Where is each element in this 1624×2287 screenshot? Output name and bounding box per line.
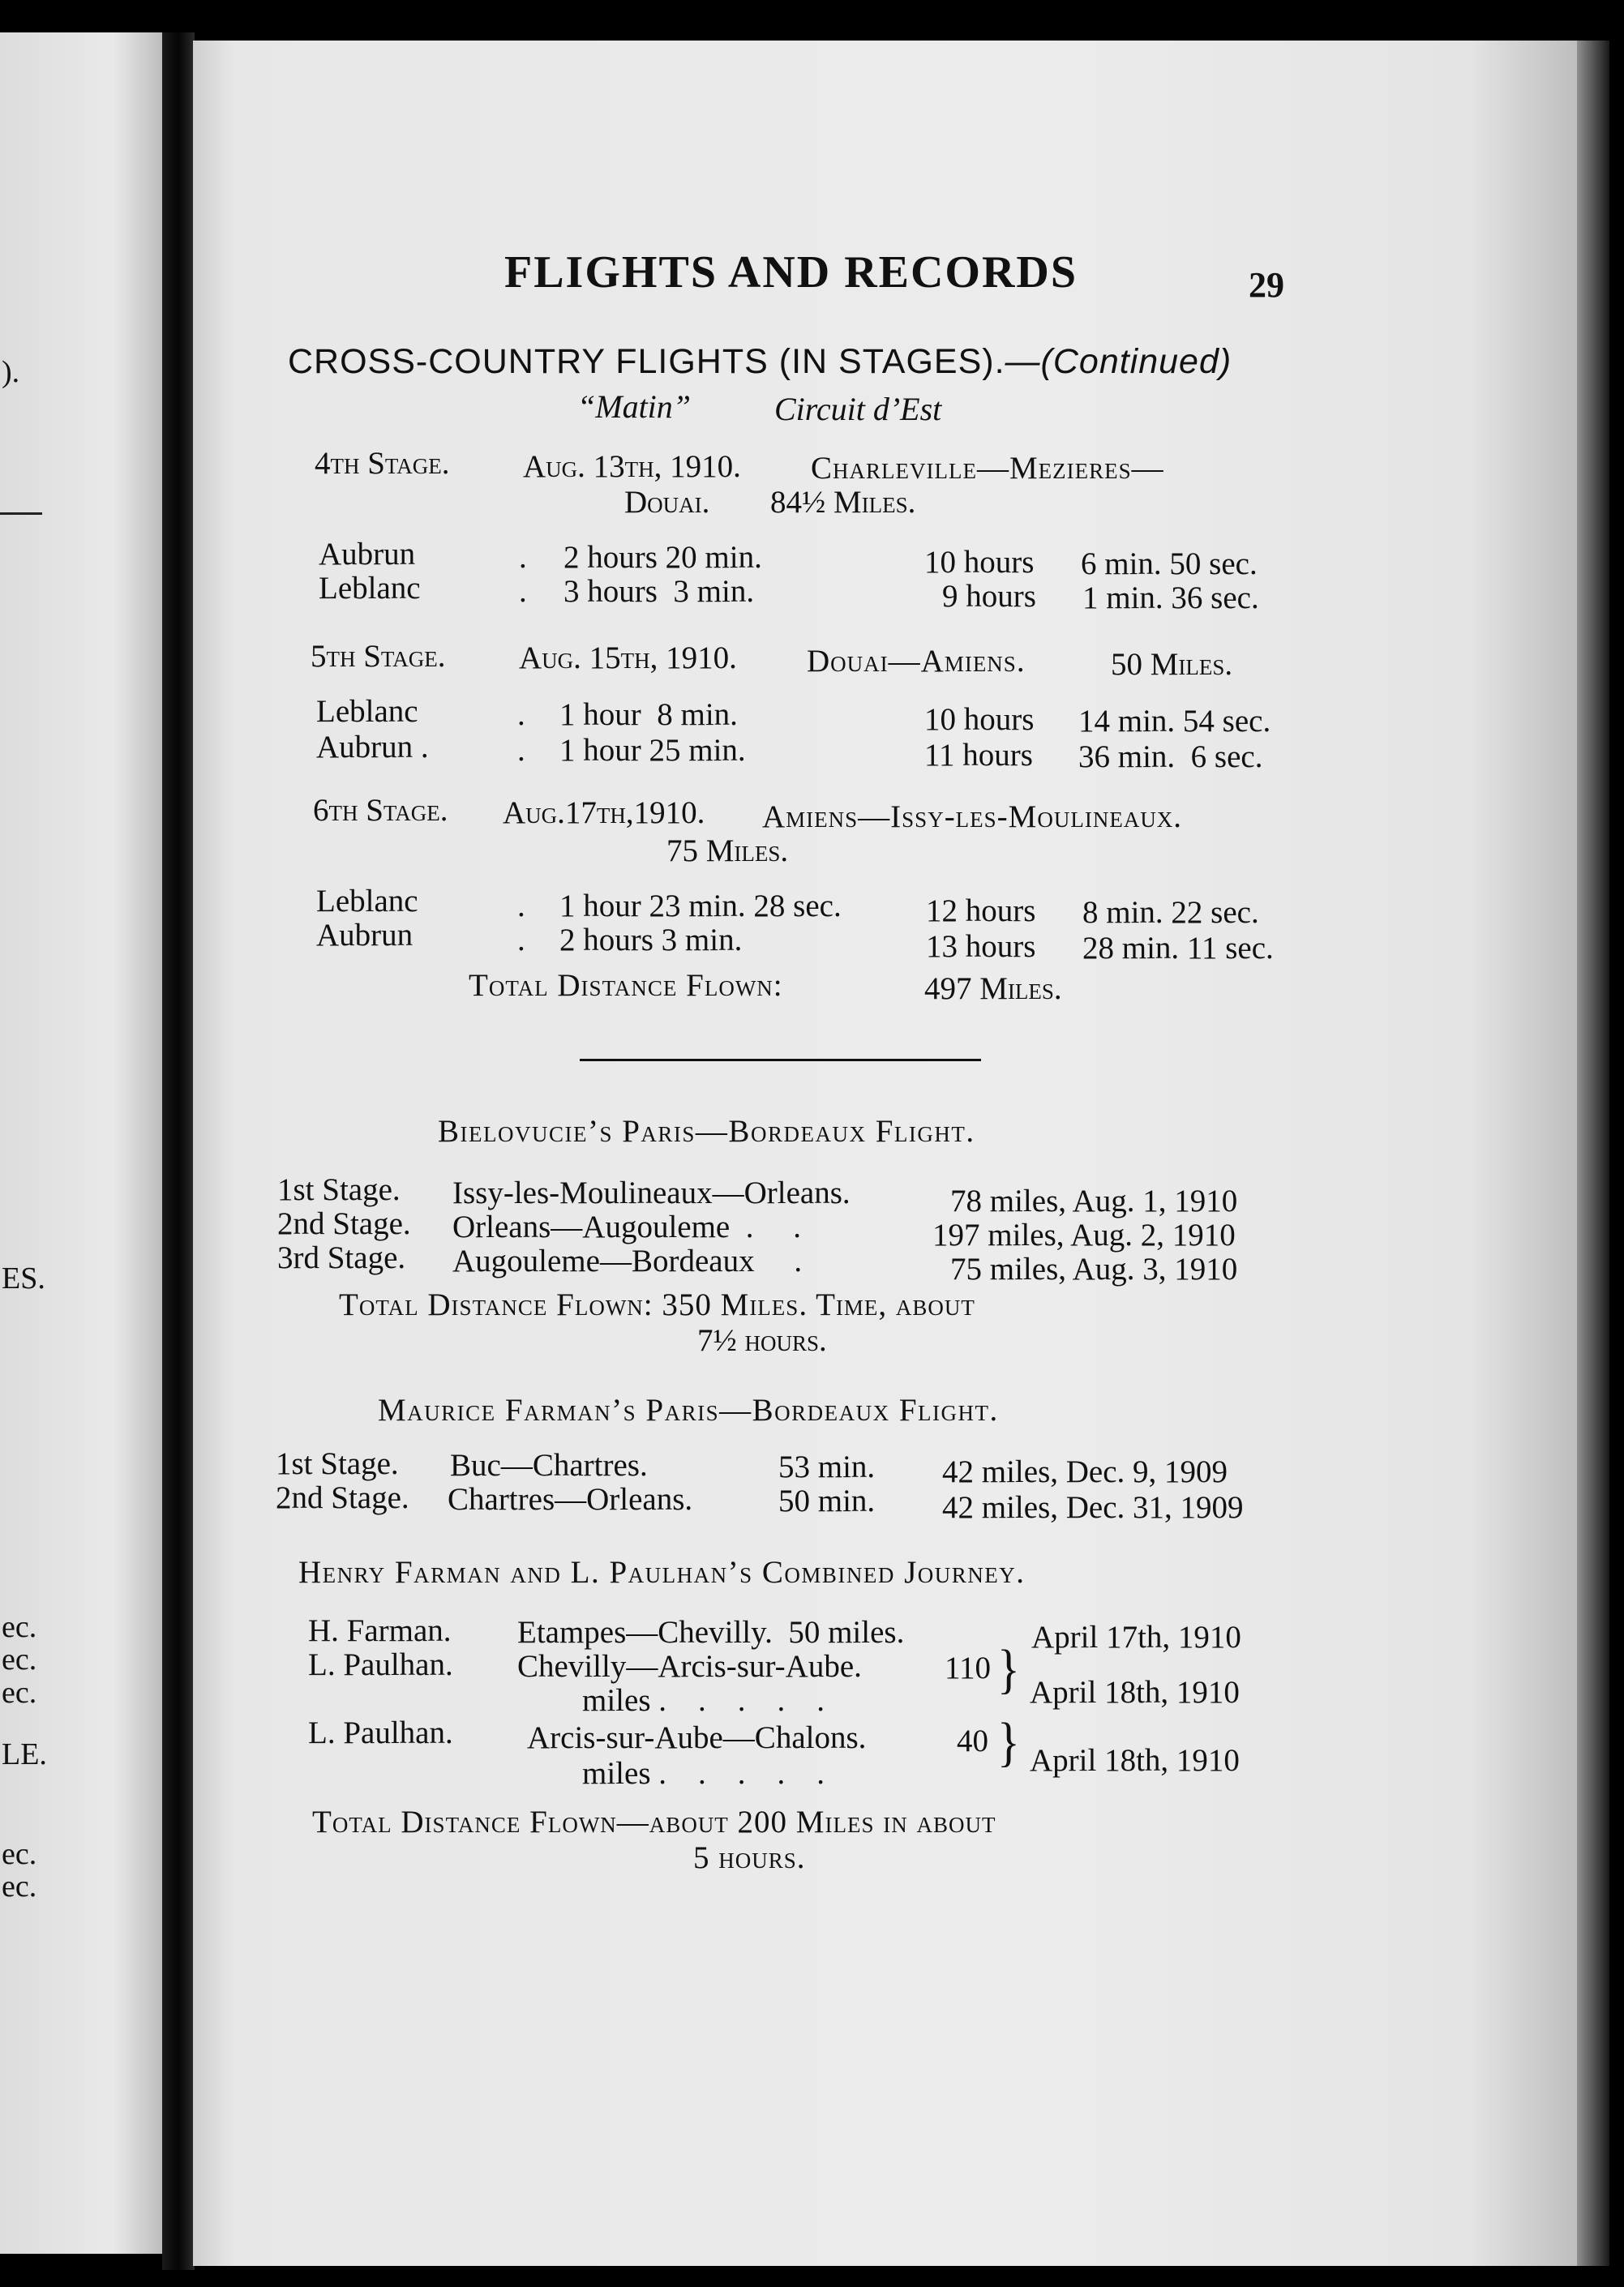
running-head-title: FLIGHTS AND RECORDS [504,247,1078,298]
section-heading: Bielovucie’s Paris—Bordeaux Flight. [438,1114,975,1149]
journey-distance: 40 [957,1724,988,1758]
stage-date: Aug.17th,1910. [503,795,705,830]
stage-distance: 50 Miles. [1111,647,1233,682]
page-number: 29 [1249,265,1284,305]
total-distance-label: Total Distance Flown: [469,968,783,1003]
section-heading: Henry Farman and L. Paulhan’s Combined Journey. [298,1555,1026,1590]
stage-distance: 84½ Miles. [770,485,916,520]
stage-time: 1 hour 23 min. 28 sec. [559,889,842,923]
stage-miles: 197 miles, Aug. 2, 1910 [932,1218,1236,1253]
stage-route: Orleans—Augouleme . . [452,1210,801,1244]
leader-dot: . [517,733,525,768]
stage-route: Issy-les-Moulineaux—Orleans. [452,1176,851,1210]
total-time-line: 7½ hours. [697,1323,827,1358]
fragment-text: ec. [2,1676,37,1710]
fragment-rule [0,512,42,515]
total-time-line: 5 hours. [693,1840,806,1875]
stage-route: Amiens—Issy-les-Moulineaux. [762,799,1183,834]
total-rest: 36 min. 6 sec. [1078,739,1263,774]
stage-route: Charleville—Mezieres— [811,451,1164,486]
pilot-name: L. Paulhan. [308,1715,453,1750]
pilot-name: Aubrun . [316,730,429,764]
stage-miles: 78 miles, Aug. 1, 1910 [950,1184,1238,1218]
stage-time: 3 hours 3 min. [563,574,755,609]
total-rest: 8 min. 22 sec. [1082,895,1259,930]
total-distance-line: Total Distance Flown: 350 Miles. Time, about [339,1287,975,1322]
total-rest: 14 min. 54 sec. [1078,704,1271,739]
stage-label: 1st Stage. [277,1172,401,1207]
pilot-name: L. Paulhan. [308,1647,453,1682]
total-hours: 10 hours [924,702,1035,737]
stage-route: Augouleme—Bordeaux . [452,1244,803,1278]
stage-miles: 75 miles, Aug. 3, 1910 [950,1252,1238,1287]
stage-time: 53 min. [778,1450,876,1484]
fragment-text: ec. [2,1642,37,1677]
book-gutter [162,32,195,2270]
stage-label: 6th Stage. [313,793,448,828]
brace: } [997,1711,1020,1772]
leader-dot: . [519,540,527,575]
total-rest: 6 min. 50 sec. [1081,546,1258,581]
section-heading: Maurice Farman’s Paris—Bordeaux Flight. [378,1393,999,1428]
pilot-name: Leblanc [316,694,418,729]
journey-route: miles . . . . . [582,1683,825,1718]
stage-time: 1 hour 8 min. [559,697,738,732]
total-hours: 11 hours [924,738,1033,773]
stage-distance: 75 Miles. [666,833,789,868]
heading-text: CROSS-COUNTRY FLIGHTS (IN STAGES). [288,342,1005,381]
pilot-name: Aubrun [319,537,416,572]
total-rest: 28 min. 11 sec. [1082,931,1274,966]
section-divider [580,1059,981,1061]
subtitle-matin: “Matin” [577,388,692,425]
previous-page-fragment [0,32,162,2254]
total-hours: 10 hours [924,545,1035,580]
total-distance-line: Total Distance Flown—about 200 Miles in about [312,1805,996,1839]
stage-route: Douai—Amiens. [807,644,1026,679]
fragment-text: ec. [2,1610,37,1644]
leader-dot: . [519,574,527,609]
heading-continued: —(Continued) [1005,342,1232,381]
page-edge-shadow [1577,41,1609,2266]
journey-distance: 110 [945,1651,992,1685]
stage-time: 50 min. [778,1484,876,1518]
stage-date: Aug. 15th, 1910. [519,640,737,675]
stage-route: Chartres—Orleans. [448,1482,693,1517]
journey-route: Chevilly—Arcis-sur-Aube. [517,1649,862,1684]
total-distance-value: 497 Miles. [924,971,1062,1006]
stage-miles: 42 miles, Dec. 31, 1909 [942,1490,1244,1525]
section-heading [288,342,1232,381]
pilot-name: H. Farman. [308,1613,452,1648]
fragment-text: ES. [2,1261,45,1296]
journey-route: miles . . . . . [582,1756,825,1791]
pilot-name: Aubrun [316,918,413,953]
stage-label: 5th Stage. [311,639,446,674]
stage-time: 2 hours 20 min. [563,540,762,575]
stage-label: 2nd Stage. [276,1480,409,1515]
journey-date: April 18th, 1910 [1030,1743,1240,1778]
fragment-text: LE. [2,1737,47,1771]
stage-label: 1st Stage. [276,1446,399,1481]
subtitle-circuit: Circuit d’Est [774,391,942,427]
stage-route: Buc—Chartres. [450,1448,648,1483]
stage-route: Douai. [624,485,710,520]
stage-label: 3rd Stage. [277,1240,406,1275]
total-hours: 13 hours [926,929,1036,964]
leader-dot: . [517,889,525,923]
stage-time: 1 hour 25 min. [559,733,746,768]
leader-dot: . [517,697,525,732]
journey-date: April 18th, 1910 [1030,1675,1240,1710]
pilot-name: Leblanc [319,571,421,606]
fragment-text: ec. [2,1869,37,1904]
total-hours: 12 hours [926,893,1036,928]
brace: } [997,1638,1020,1699]
total-rest: 1 min. 36 sec. [1082,580,1259,615]
stage-miles: 42 miles, Dec. 9, 1909 [942,1454,1228,1489]
pilot-name: Leblanc [316,884,418,919]
fragment-text: ). [2,355,20,389]
stage-time: 2 hours 3 min. [559,923,743,957]
fragment-text: ec. [2,1837,37,1871]
journey-route: Arcis-sur-Aube—Chalons. [527,1720,867,1755]
journey-route: Etampes—Chevilly. 50 miles. [517,1615,905,1650]
stage-label: 4th Stage. [315,446,450,481]
total-hours: 9 hours [942,579,1036,614]
stage-label: 2nd Stage. [277,1206,411,1241]
stage-date: Aug. 13th, 1910. [523,449,741,484]
leader-dot: . [517,923,525,957]
journey-date: April 17th, 1910 [1031,1620,1241,1655]
